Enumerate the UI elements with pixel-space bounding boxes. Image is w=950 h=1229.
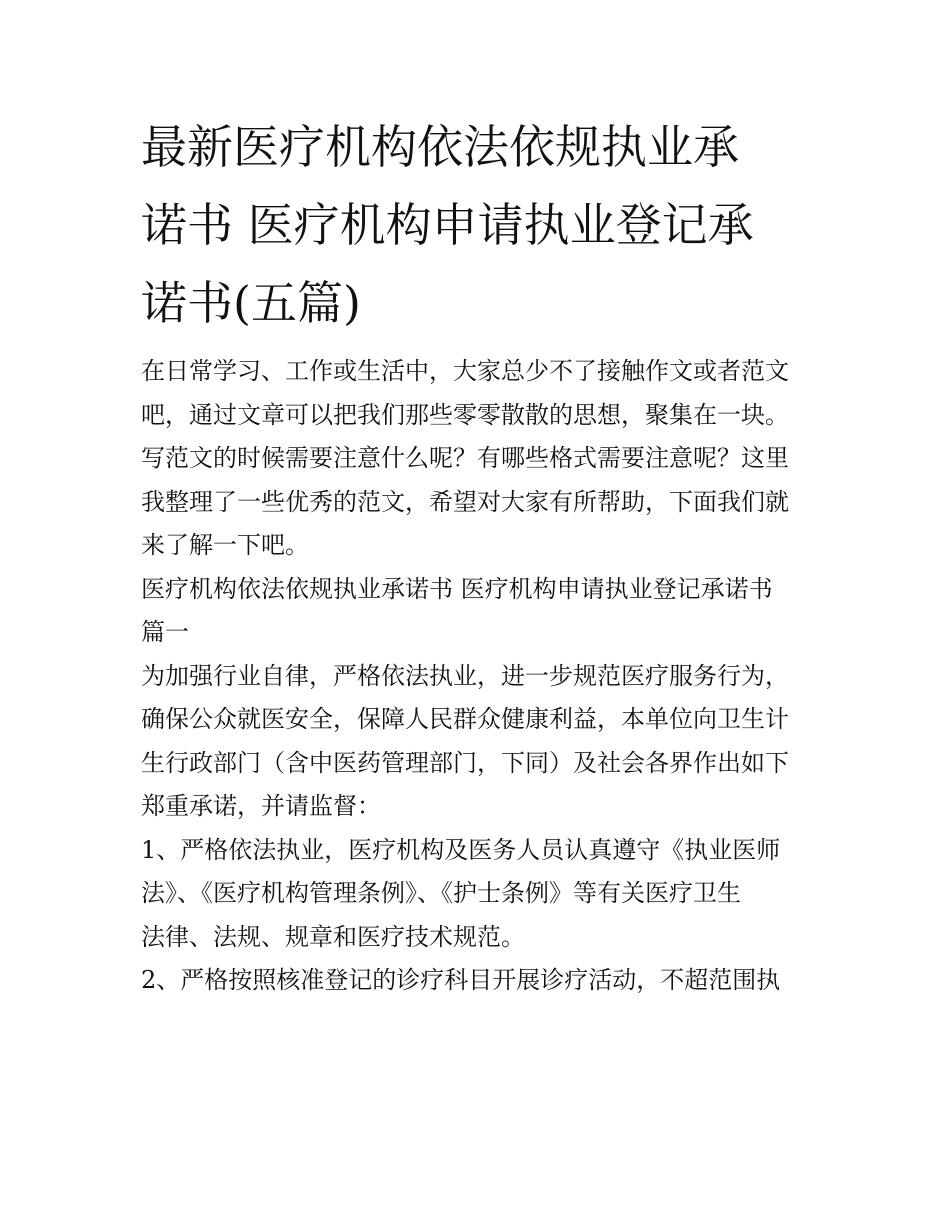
title-line: 最新医疗机构依法依规执业承 (141, 120, 739, 174)
preamble-paragraph (141, 655, 813, 829)
section-heading (141, 568, 813, 655)
text-line: 生行政部门（含中医药管理部门，下同）及社会各界作出如下 (141, 748, 789, 777)
document-body (141, 350, 813, 1003)
document-title (141, 108, 813, 342)
text-line: 法律、法规、规章和医疗技术规范。 (141, 922, 525, 951)
text-line: 在日常学习、工作或生活中，大家总少不了接触作文或者范文 (141, 357, 789, 385)
text-line: 郑重承诺，并请监督： (141, 792, 381, 820)
text-line: 医疗机构依法依规执业承诺书 医疗机构申请执业登记承诺书 (141, 574, 773, 603)
text-line: 1、严格依法执业，医疗机构及医务人员认真遵守《执业医师 (141, 835, 781, 864)
text-line: 篇一 (141, 618, 189, 646)
title-line: 诺书 医疗机构申请执业登记承 (141, 198, 754, 252)
clause-2-paragraph (141, 959, 813, 1003)
text-line: 为加强行业自律，严格依法执业，进一步规范医疗服务行为， (141, 661, 789, 690)
text-line: 法》、《医疗机构管理条例》、《护士条例》等有关医疗卫生 (141, 879, 741, 907)
text-line: 来了解一下吧。 (141, 531, 309, 559)
document-content (141, 108, 813, 1003)
title-line: 诺书(五篇) (141, 276, 361, 330)
text-line: 2、严格按照核准登记的诊疗科目开展诊疗活动，不超范围执 (141, 966, 781, 994)
intro-paragraph (141, 350, 813, 568)
clause-1-paragraph (141, 829, 813, 960)
text-line: 我整理了一些优秀的范文，希望对大家有所帮助，下面我们就 (141, 487, 789, 516)
text-line: 写范文的时候需要注意什么呢？有哪些格式需要注意呢？这里 (141, 444, 789, 472)
text-line: 确保公众就医安全，保障人民群众健康利益，本单位向卫生计 (141, 705, 789, 733)
text-line: 吧，通过文章可以把我们那些零零散散的思想，聚集在一块。 (141, 400, 789, 429)
